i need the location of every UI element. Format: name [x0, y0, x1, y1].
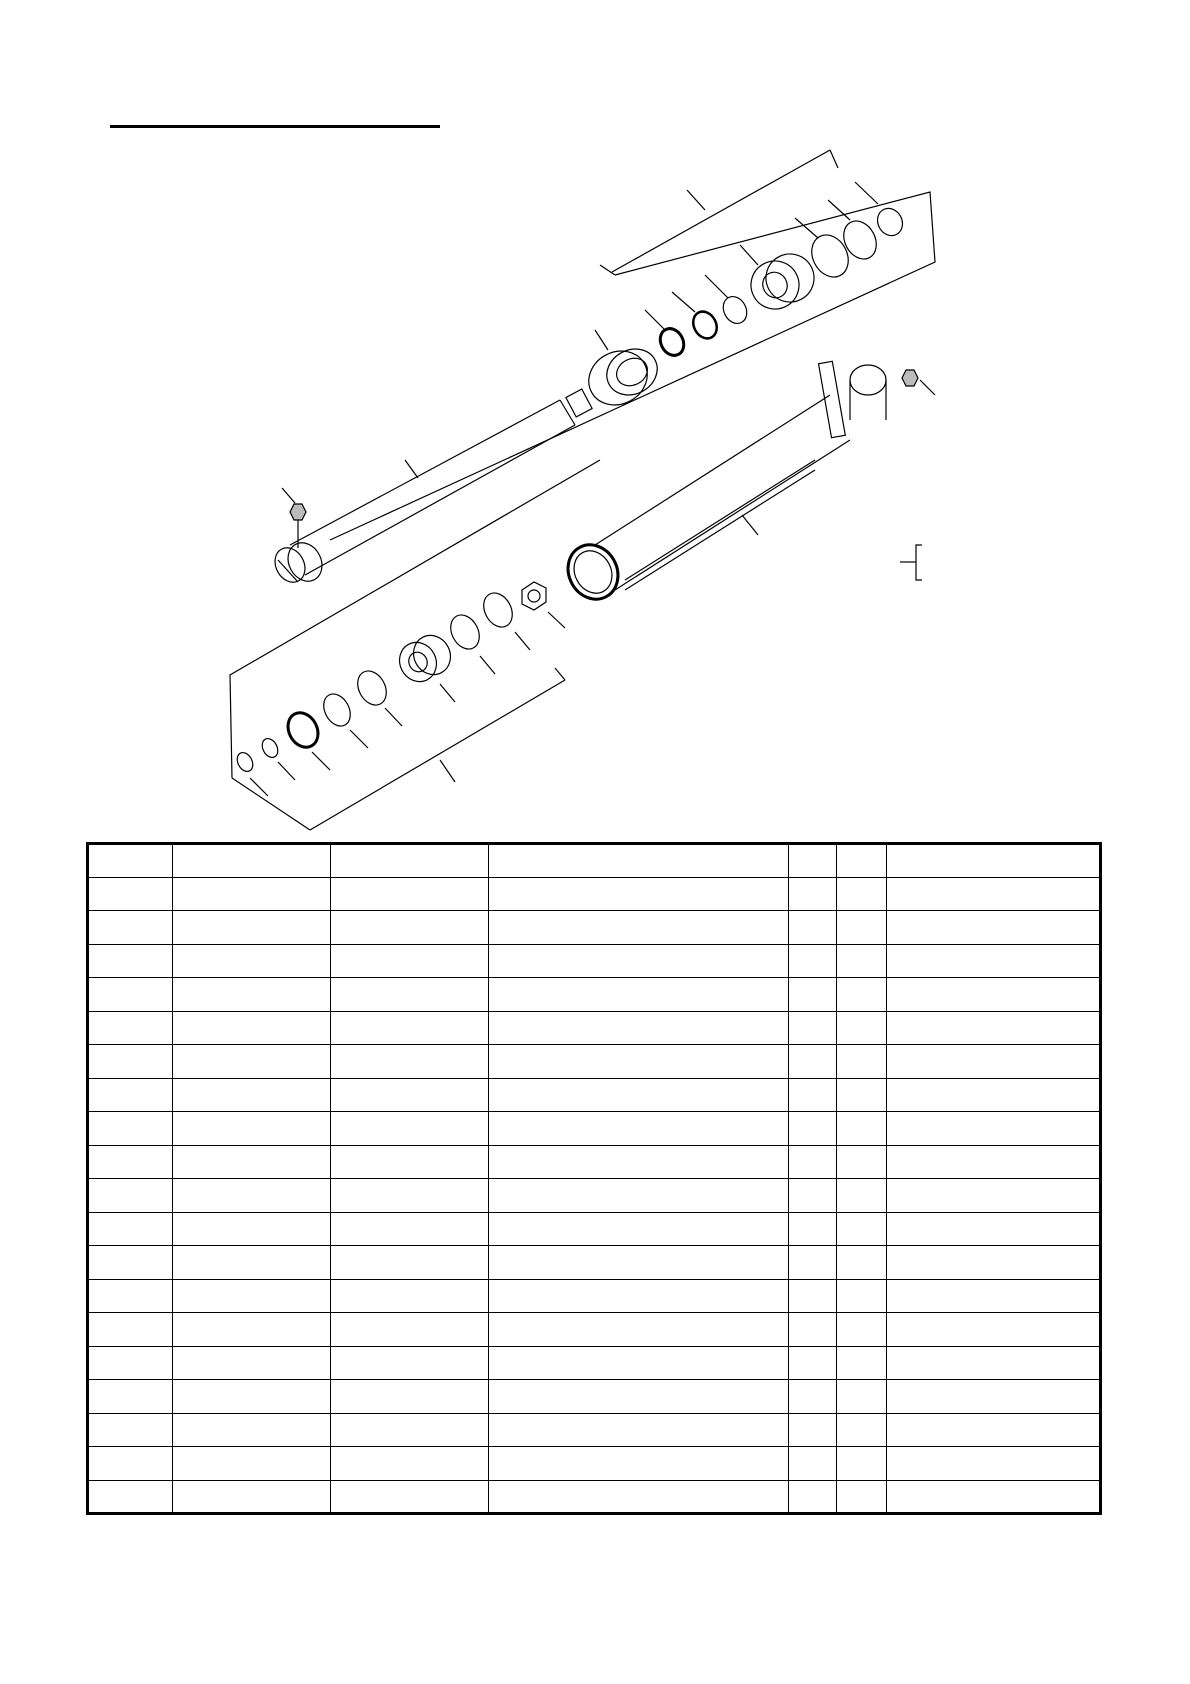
table-cell: [331, 877, 489, 911]
table-row: [88, 1447, 1101, 1481]
table-cell: [887, 877, 1101, 911]
table-cell: [837, 944, 887, 978]
table-cell: [887, 1380, 1101, 1414]
table-row: [88, 911, 1101, 945]
table-cell: [837, 1212, 887, 1246]
table-cell: [489, 1480, 789, 1514]
table-cell: [789, 1045, 837, 1079]
table-cell: [887, 911, 1101, 945]
table-cell: [173, 844, 331, 878]
table-cell: [173, 1279, 331, 1313]
table-cell: [489, 1179, 789, 1213]
table-cell: [887, 1179, 1101, 1213]
table-cell: [173, 978, 331, 1012]
table-cell: [789, 1112, 837, 1146]
table-cell: [331, 1279, 489, 1313]
table-row: [88, 978, 1101, 1012]
table-cell: [837, 1313, 887, 1347]
table-cell: [789, 877, 837, 911]
gland-nut: [579, 330, 665, 415]
table-cell: [173, 1346, 331, 1380]
table-cell: [489, 944, 789, 978]
table-cell: [887, 1480, 1101, 1514]
table-cell: [331, 1145, 489, 1179]
table-cell: [331, 1447, 489, 1481]
table-cell: [489, 1011, 789, 1045]
table-cell: [489, 1045, 789, 1079]
table-cell: [331, 844, 489, 878]
lower-seals: [234, 588, 530, 796]
table-cell: [887, 844, 1101, 878]
table-cell: [887, 1313, 1101, 1347]
table-cell: [837, 1413, 887, 1447]
table-row: [88, 1045, 1101, 1079]
table-cell: [789, 1346, 837, 1380]
table-cell: [331, 1045, 489, 1079]
table-row: [88, 1179, 1101, 1213]
cylinder-barrel: [559, 361, 886, 608]
table-cell: [837, 1011, 887, 1045]
table-cell: [331, 978, 489, 1012]
table-cell: [88, 1212, 173, 1246]
table-row: [88, 1145, 1101, 1179]
table-cell: [887, 1145, 1101, 1179]
table-cell: [837, 1447, 887, 1481]
table-cell: [173, 1380, 331, 1414]
table-cell: [173, 1313, 331, 1347]
parts-table-body: [88, 844, 1101, 1514]
table-cell: [887, 1112, 1101, 1146]
table-cell: [88, 1413, 173, 1447]
piston-rod: [269, 389, 592, 587]
table-cell: [331, 1179, 489, 1213]
table-cell: [88, 877, 173, 911]
table-cell: [331, 1078, 489, 1112]
table-cell: [837, 1145, 887, 1179]
table-cell: [837, 1279, 887, 1313]
table-cell: [88, 911, 173, 945]
table-cell: [837, 1380, 887, 1414]
table-cell: [789, 1179, 837, 1213]
table-cell: [489, 1112, 789, 1146]
table-cell: [88, 1112, 173, 1146]
table-cell: [489, 1279, 789, 1313]
side-bracket: [900, 545, 922, 580]
table-cell: [837, 1078, 887, 1112]
table-cell: [173, 877, 331, 911]
table-row: [88, 1246, 1101, 1280]
table-cell: [489, 1212, 789, 1246]
table-cell: [173, 944, 331, 978]
table-cell: [789, 844, 837, 878]
table-cell: [837, 1246, 887, 1280]
table-cell: [173, 1045, 331, 1079]
table-cell: [789, 1413, 837, 1447]
table-cell: [887, 1346, 1101, 1380]
table-cell: [173, 1246, 331, 1280]
piston-nut: [522, 582, 565, 628]
table-row: [88, 1078, 1101, 1112]
table-cell: [173, 1212, 331, 1246]
table-cell: [88, 844, 173, 878]
table-cell: [887, 1045, 1101, 1079]
table-cell: [88, 1078, 173, 1112]
table-cell: [789, 1246, 837, 1280]
table-cell: [837, 1045, 887, 1079]
table-cell: [887, 978, 1101, 1012]
table-cell: [331, 944, 489, 978]
table-row: [88, 1212, 1101, 1246]
table-cell: [173, 1413, 331, 1447]
table-row: [88, 1480, 1101, 1514]
table-cell: [173, 911, 331, 945]
table-cell: [331, 1313, 489, 1347]
table-cell: [489, 978, 789, 1012]
table-cell: [88, 944, 173, 978]
table-cell: [331, 1346, 489, 1380]
table-cell: [489, 1413, 789, 1447]
table-cell: [489, 1380, 789, 1414]
table-row: [88, 1011, 1101, 1045]
table-cell: [837, 1346, 887, 1380]
table-cell: [88, 1313, 173, 1347]
table-cell: [837, 978, 887, 1012]
table-row: [88, 944, 1101, 978]
upper-frame-lines: [330, 150, 935, 540]
table-cell: [173, 1145, 331, 1179]
table-cell: [887, 1246, 1101, 1280]
table-cell: [173, 1078, 331, 1112]
table-cell: [887, 1078, 1101, 1112]
table-cell: [789, 1011, 837, 1045]
table-cell: [789, 911, 837, 945]
table-cell: [88, 1246, 173, 1280]
table-cell: [331, 1011, 489, 1045]
table-row: [88, 844, 1101, 878]
table-cell: [173, 1011, 331, 1045]
table-cell: [173, 1480, 331, 1514]
table-cell: [837, 911, 887, 945]
table-cell: [173, 1112, 331, 1146]
table-cell: [789, 1078, 837, 1112]
table-cell: [837, 844, 887, 878]
table-cell: [887, 944, 1101, 978]
table-cell: [331, 1112, 489, 1146]
table-cell: [489, 1447, 789, 1481]
table-cell: [789, 1279, 837, 1313]
table-row: [88, 877, 1101, 911]
table-cell: [489, 877, 789, 911]
table-cell: [789, 1447, 837, 1481]
upper-seals: [645, 275, 751, 360]
table-cell: [789, 1145, 837, 1179]
table-cell: [489, 1313, 789, 1347]
table-cell: [331, 911, 489, 945]
table-cell: [173, 1447, 331, 1481]
table-cell: [88, 1279, 173, 1313]
table-cell: [789, 1480, 837, 1514]
table-cell: [331, 1480, 489, 1514]
gland: [740, 245, 822, 317]
table-cell: [88, 1380, 173, 1414]
table-cell: [489, 1078, 789, 1112]
table-cell: [837, 1112, 887, 1146]
table-cell: [887, 1413, 1101, 1447]
parts-table: [86, 842, 1102, 1515]
table-cell: [489, 1346, 789, 1380]
table-row: [88, 1112, 1101, 1146]
table-cell: [837, 1480, 887, 1514]
table-cell: [789, 1212, 837, 1246]
table-cell: [789, 944, 837, 978]
table-cell: [887, 1011, 1101, 1045]
table-row: [88, 1346, 1101, 1380]
table-cell: [331, 1380, 489, 1414]
table-cell: [489, 1145, 789, 1179]
table-cell: [88, 1447, 173, 1481]
table-row: [88, 1380, 1101, 1414]
table-cell: [88, 1480, 173, 1514]
table-row: [88, 1279, 1101, 1313]
table-cell: [789, 1313, 837, 1347]
table-cell: [173, 1179, 331, 1213]
table-cell: [789, 978, 837, 1012]
table-cell: [88, 978, 173, 1012]
table-cell: [88, 1145, 173, 1179]
table-cell: [489, 1246, 789, 1280]
table-cell: [331, 1413, 489, 1447]
table-cell: [331, 1212, 489, 1246]
table-cell: [837, 1179, 887, 1213]
table-cell: [489, 844, 789, 878]
grease-fitting-cylinder: [902, 370, 935, 395]
table-cell: [887, 1447, 1101, 1481]
table-cell: [88, 1045, 173, 1079]
table-cell: [331, 1246, 489, 1280]
table-cell: [88, 1011, 173, 1045]
table-cell: [887, 1279, 1101, 1313]
table-cell: [887, 1212, 1101, 1246]
table-row: [88, 1313, 1101, 1347]
table-cell: [88, 1179, 173, 1213]
table-cell: [489, 911, 789, 945]
table-cell: [88, 1346, 173, 1380]
table-cell: [837, 877, 887, 911]
table-row: [88, 1413, 1101, 1447]
table-cell: [789, 1380, 837, 1414]
